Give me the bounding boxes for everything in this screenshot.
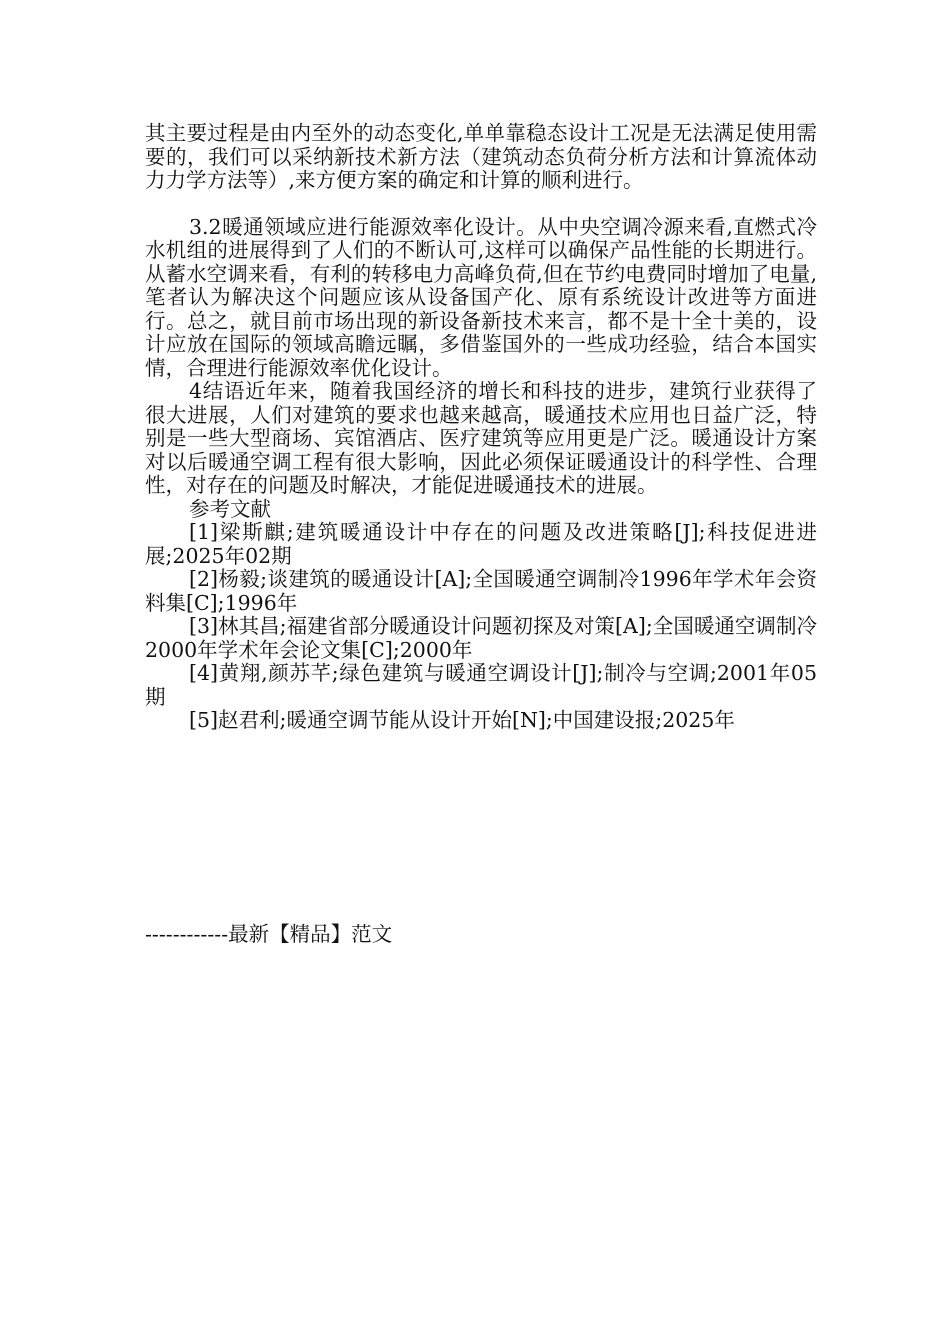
reference-item: [3]林其昌;福建省部分暖通设计问题初探及对策[A];全国暖通空调制冷2000年学术年会论文集[C];2000年 — [145, 614, 817, 662]
references-heading: 参考文献 — [189, 496, 271, 521]
reference-item: [1]梁斯麒;建筑暖通设计中存在的问题及改进策略[J];科技促进进展;2025年02期 — [145, 520, 817, 568]
document-body — [145, 122, 817, 733]
paragraph-energy-efficiency: 3.2暖通领域应进行能源效率化设计。从中央空调冷源来看,直燃式冷水机组的进展得到了人们的不断认可,这样可以确保产品性能的长期进行。从蓄水空调来看，有利的转移电力高峰负荷,但在节约电费同时增加了电量, 笔者认为解决这个问题应该从设备国产化、原有系统设计改进等方面进行。总之，就目前市场出现的新设备新技术来言，都不是十全十美的，设计应放在国际的领域高瞻远瞩，多借鉴国外的一些成功经验，结合本国实情，合理进行能源效率优化设计。 — [145, 214, 817, 380]
reference-item: [2]杨毅;谈建筑的暖通设计[A];全国暖通空调制冷1996年学术年会资料集[C];1996年 — [145, 567, 817, 615]
reference-item: [5]赵君利;暖通空调节能从设计开始[N];中国建设报;2025年 — [189, 708, 735, 732]
paragraph-conclusion: 4结语近年来，随着我国经济的增长和科技的进步，建筑行业获得了很大进展，人们对建筑的要求也越来越高，暖通技术应用也日益广泛，特别是一些大型商场、宾馆酒店、医疗建筑等应用更是广泛。暖通设计方案对以后暖通空调工程有很大影响，因此必须保证暖通设计的科学性、合理性，对存在的问题及时解决，才能促进暖通技术的进展。 — [145, 379, 817, 497]
footer-tagline: ------------最新【精品】范文 — [145, 922, 393, 946]
paragraph-intro: 其主要过程是由内至外的动态变化,单单靠稳态设计工况是无法满足使用需要的，我们可以采纳新技术新方法（建筑动态负荷分析方法和计算流体动力力学方法等）,来方便方案的确定和计算的顺利进行。 — [145, 121, 817, 192]
reference-item: [4]黄翔,颜苏芊;绿色建筑与暖通空调设计[J];制冷与空调;2001年05期 — [145, 661, 817, 709]
paragraph-gap — [145, 193, 817, 216]
